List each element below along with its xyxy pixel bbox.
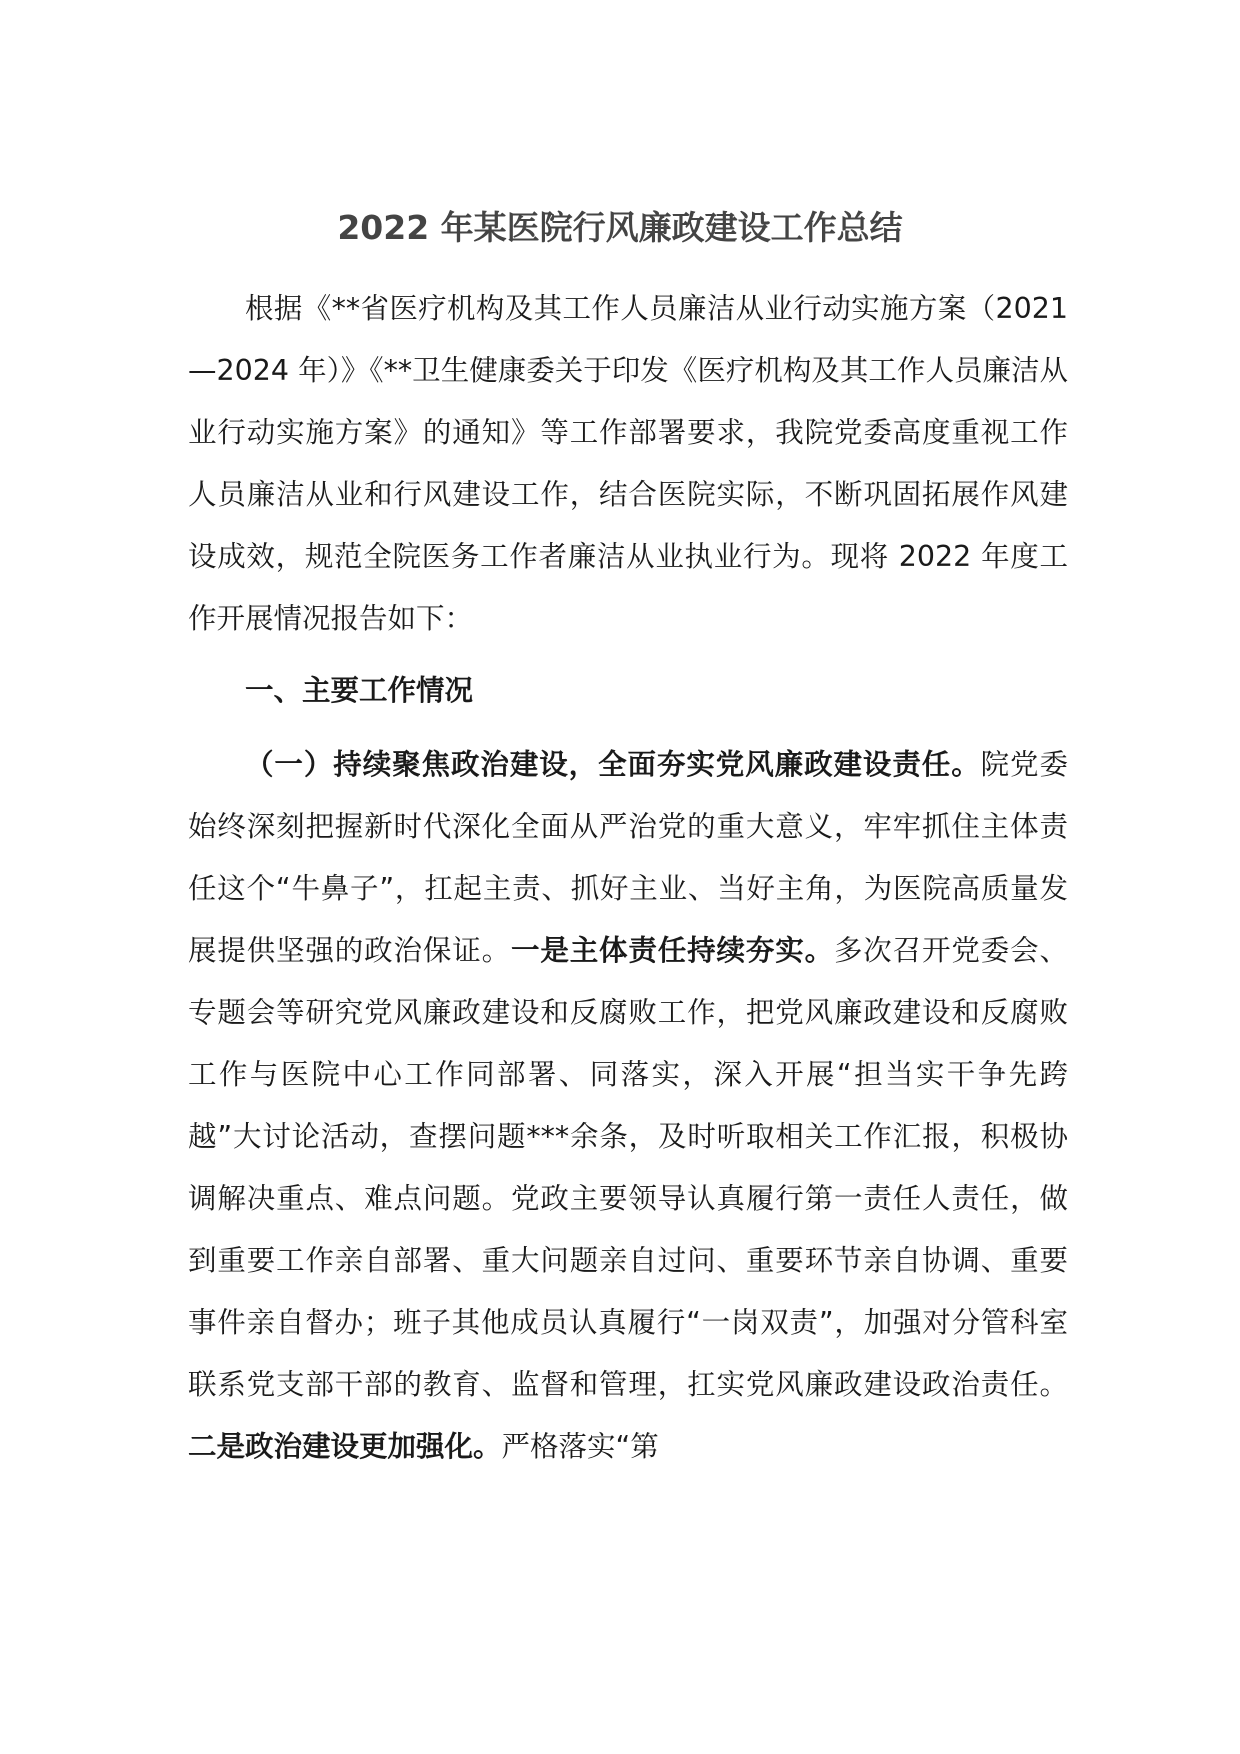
subsection-lead: （一）持续聚焦政治建设，全面夯实党风廉政建设责任。: [245, 748, 981, 781]
document-body: [188, 278, 1068, 1478]
subsection-paragraph: [188, 734, 1068, 1478]
point-heading-1: 一是主体责任持续夯实。: [510, 934, 834, 967]
paragraph-text: 多次召开党委会、专题会等研究党风廉政建设和反腐败工作，把党风廉政建设和反腐败工作与医院中心工作同部署、同落实，深入开展“担当实干争先跨越”大讨论活动，查摆问题***余条，及时听取相关工作汇报，积极协调解决重点、难点问题。党政主要领导认真履行第一责任人责任，做到重要工作亲自部署、重大问题亲自过问、重要环节亲自协调、重要事件亲自督办；班子其他成员认真履行“一岗双责”，加强对分管科室联系党支部干部的教育、监督和管理，扛实党风廉政建设政治责任。: [188, 934, 1068, 1401]
document-title: 2022 年某医院行风廉政建设工作总结: [337, 208, 903, 247]
point-heading-2: 二是政治建设更加强化。: [188, 1430, 502, 1463]
paragraph-text: 严格落实“第: [501, 1430, 659, 1463]
intro-paragraph: 根据《**省医疗机构及其工作人员廉洁从业行动实施方案（2021—2024 年）》《**卫生健康委关于印发《医疗机构及其工作人员廉洁从业行动实施方案》的通知》等工作部署要求，我院党委高度重视工作人员廉洁从业和行风建设工作，结合医院实际，不断巩固拓展作风建设成效，规范全院医务工作者廉洁从业执业行为。现将 2022 年度工作开展情况报告如下：: [188, 292, 1068, 635]
section-heading: 一、主要工作情况: [245, 674, 474, 707]
paragraph-text: 院党委始终深刻把握新时代深化全面从严治党的重大意义，牢牢抓住主体责任这个“牛鼻子”，扛起主责、抓好主业、当好主角，为医院高质量发展提供坚强的政治保证。: [188, 748, 1068, 967]
